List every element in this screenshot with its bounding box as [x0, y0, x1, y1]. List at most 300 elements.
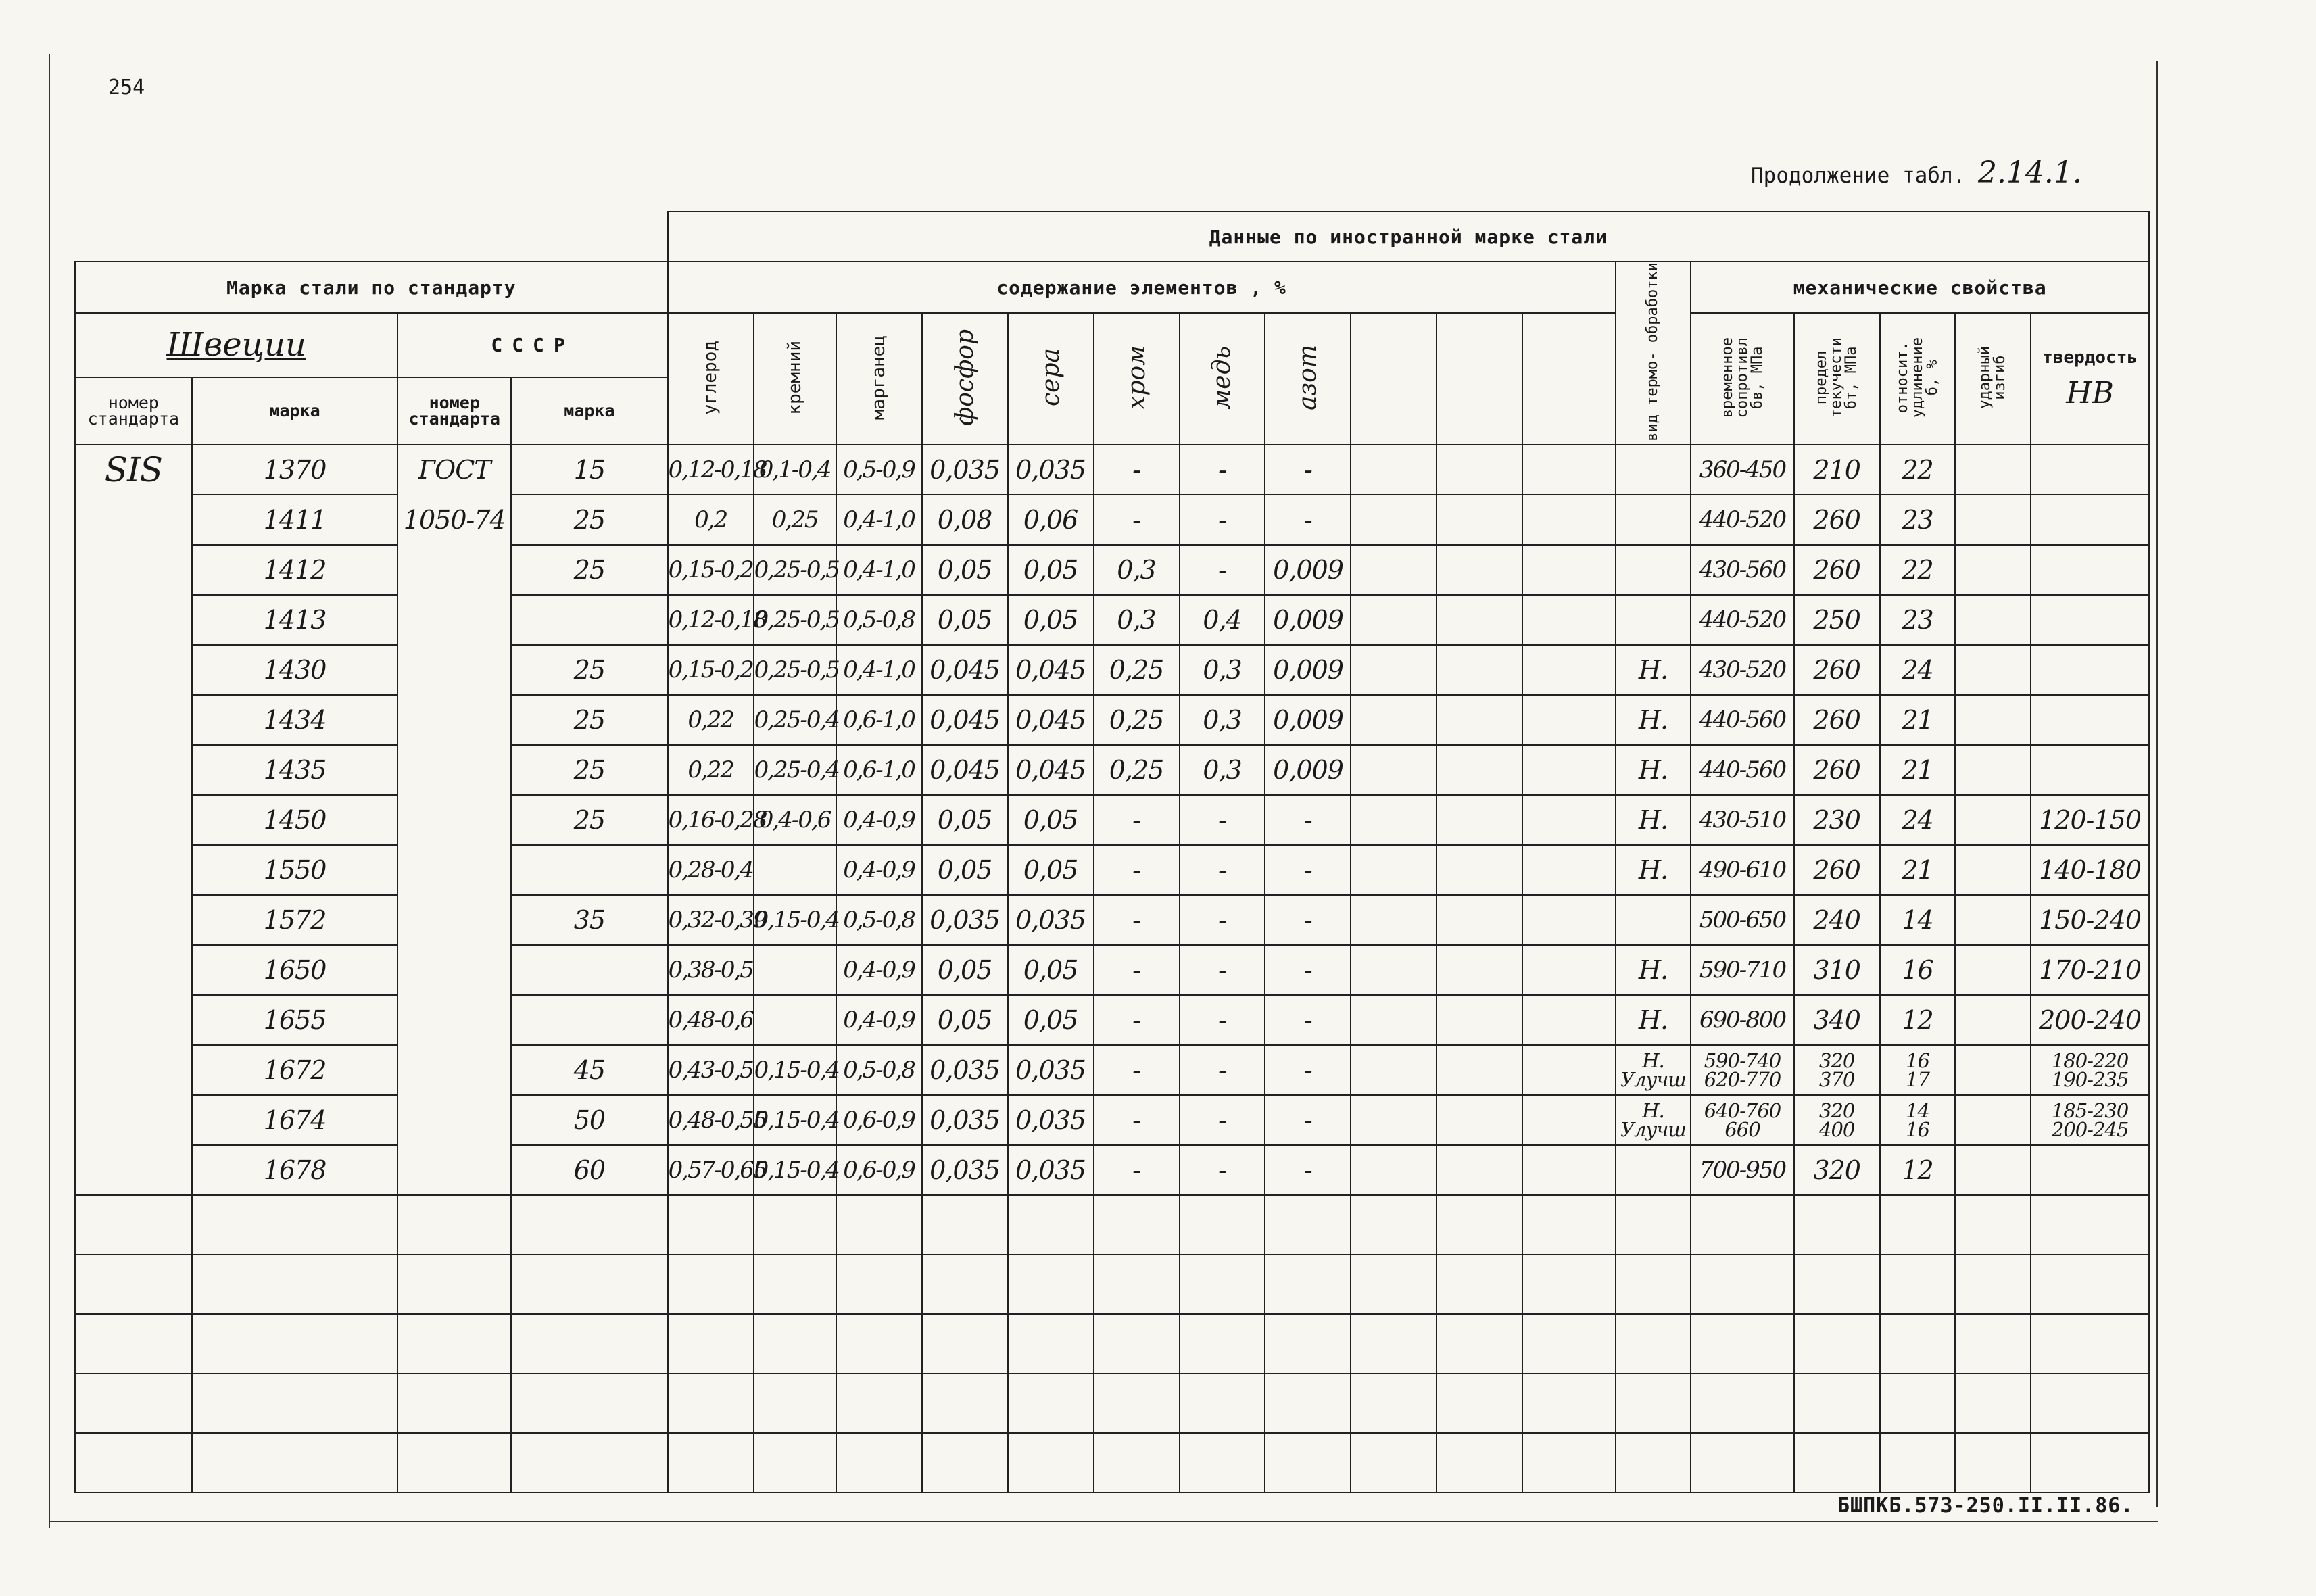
silicon-cell: 0,4-0,6 [754, 795, 836, 845]
manganese-cell: 0,4-0,9 [836, 795, 922, 845]
impact-bend-cell [1955, 795, 2031, 845]
manganese-cell: 0,4-1,0 [836, 645, 922, 695]
carbon-cell: 0,15-0,2 [668, 645, 754, 695]
yield-strength-cell: 250 [1794, 595, 1880, 645]
hardness-cell [2031, 1045, 2149, 1095]
blank-cell [1008, 1433, 1094, 1493]
elongation-cell: 21 [1880, 845, 1956, 895]
blank-cell [1616, 1314, 1691, 1374]
tensile-strength-cell: 430-520 [1691, 645, 1793, 695]
ussr-std-number-cell [397, 795, 511, 845]
blank-cell [511, 1433, 668, 1493]
tensile-strength-cell [1691, 1045, 1793, 1095]
grade-cell: 1411 [192, 495, 398, 545]
carbon-cell: 0,38-0,5 [668, 945, 754, 995]
yield-strength-cell: 230 [1794, 795, 1880, 845]
hardness-cell [2031, 645, 2149, 695]
carbon-cell: 0,12-0,18 [668, 595, 754, 645]
phosphorus-cell: 0,05 [922, 545, 1008, 595]
yield-strength-cell: 260 [1794, 745, 1880, 795]
blank-cell [1616, 1374, 1691, 1433]
blank-cell [668, 1255, 754, 1314]
grade-cell: 1434 [192, 695, 398, 745]
blank-cell [1880, 1255, 1956, 1314]
std-number-cell [75, 695, 192, 745]
copper-cell: - [1180, 895, 1265, 945]
carbon-cell: 0,22 [668, 695, 754, 745]
element-10-cell [1437, 445, 1522, 495]
element-9-cell [1351, 1145, 1437, 1195]
heat-treatment-cell [1616, 495, 1691, 545]
yield-strength-cell: 210 [1794, 445, 1880, 495]
blank-cell [1794, 1314, 1880, 1374]
yield-strength-cell: 260 [1794, 495, 1880, 545]
bottom-margin-line [49, 1521, 2158, 1522]
yield-strength-value-2: 400 [1819, 1117, 1855, 1141]
heat-treatment-cell [1616, 1045, 1691, 1095]
blank-cell [668, 1374, 754, 1433]
blank-cell [192, 1433, 398, 1493]
std-number-cell [75, 645, 192, 695]
grade-cell: 1435 [192, 745, 398, 795]
tensile-strength-cell: 440-520 [1691, 595, 1793, 645]
heat-treatment-value-2: Улучш [1620, 1067, 1686, 1091]
manganese-cell: 0,6-0,9 [836, 1095, 922, 1145]
copper-cell: 0,4 [1180, 595, 1265, 645]
phosphorus-cell: 0,035 [922, 445, 1008, 495]
manganese-cell: 0,6-1,0 [836, 695, 922, 745]
std-number-cell [75, 595, 192, 645]
heat-treatment-value: Н. [1642, 1048, 1664, 1072]
blank-cell [1522, 1195, 1615, 1255]
element-11-cell [1522, 695, 1615, 745]
blank-cell [397, 1314, 511, 1374]
hardness-cell [2031, 545, 2149, 595]
blank-cell [1691, 1374, 1793, 1433]
carbon-cell: 0,22 [668, 745, 754, 795]
mechanical-properties-header: механические свойства [1691, 262, 2149, 313]
blank-cell [1616, 1255, 1691, 1314]
blank-cell [397, 1433, 511, 1493]
blank-cell [397, 1374, 511, 1433]
ussr-std-number-cell [397, 1145, 511, 1195]
std-number-header: номер стандарта [75, 377, 192, 445]
carbon-cell: 0,15-0,2 [668, 545, 754, 595]
element-11-cell [1522, 1095, 1615, 1145]
sulfur-cell: 0,05 [1008, 795, 1094, 845]
blank-cell [754, 1255, 836, 1314]
chromium-cell: - [1094, 1045, 1180, 1095]
blank-cell [1265, 1374, 1351, 1433]
element-9-cell [1351, 895, 1437, 945]
hardness-header: твердость НВ [2031, 313, 2149, 445]
sulfur-cell: 0,035 [1008, 1095, 1094, 1145]
yield-strength-cell: 320 [1794, 1145, 1880, 1195]
element-10-cell [1437, 845, 1522, 895]
silicon-cell [754, 945, 836, 995]
nitrogen-cell: - [1265, 995, 1351, 1045]
element-col-9-header [1351, 313, 1437, 445]
blank-cell [1437, 1195, 1522, 1255]
table-row [75, 1145, 2149, 1195]
std-number-cell [75, 795, 192, 845]
ussr-grade-cell: 45 [511, 1045, 668, 1095]
nitrogen-cell: - [1265, 1095, 1351, 1145]
blank-cell [1794, 1374, 1880, 1433]
element-col-11-header [1522, 313, 1615, 445]
impact-bend-header: ударный изгиб [1955, 313, 2031, 445]
yield-strength-cell: 260 [1794, 695, 1880, 745]
grade-cell: 1674 [192, 1095, 398, 1145]
blank-cell [836, 1255, 922, 1314]
impact-bend-cell [1955, 495, 2031, 545]
blank-cell [75, 1433, 192, 1493]
sulfur-header: сера [1008, 313, 1094, 445]
element-9-cell [1351, 995, 1437, 1045]
ussr-grade-cell: 50 [511, 1095, 668, 1145]
blank-cell [1691, 1195, 1793, 1255]
continuation-label [1751, 155, 2082, 190]
ussr-std-number-cell [397, 945, 511, 995]
ussr-grade-cell: 35 [511, 895, 668, 945]
sulfur-cell: 0,05 [1008, 945, 1094, 995]
blank-cell [2031, 1255, 2149, 1314]
blank-cell [1351, 1374, 1437, 1433]
phosphorus-cell: 0,05 [922, 595, 1008, 645]
element-10-cell [1437, 695, 1522, 745]
grade-cell: 1412 [192, 545, 398, 595]
nitrogen-cell: - [1265, 1045, 1351, 1095]
elongation-cell: 22 [1880, 545, 1956, 595]
blank-cell [1351, 1255, 1437, 1314]
blank-cell [75, 1195, 192, 1255]
elongation-value-2: 17 [1906, 1067, 1929, 1091]
element-11-cell [1522, 995, 1615, 1045]
grade-cell: 1370 [192, 445, 398, 495]
left-margin-line [49, 54, 50, 1528]
blank-cell [1955, 1314, 2031, 1374]
table-row [75, 995, 2149, 1045]
blank-cell [1180, 1255, 1265, 1314]
yield-strength-cell: 260 [1794, 545, 1880, 595]
blank-cell [922, 1195, 1008, 1255]
copper-cell: 0,3 [1180, 745, 1265, 795]
element-10-cell [1437, 1145, 1522, 1195]
yield-strength-cell: 260 [1794, 645, 1880, 695]
right-margin-line [2156, 61, 2158, 1507]
ussr-std-number-header: номер стандарта [397, 377, 511, 445]
tensile-strength-cell: 440-560 [1691, 745, 1793, 795]
blank-cell [1794, 1433, 1880, 1493]
copper-cell: - [1180, 995, 1265, 1045]
yield-strength-header: предел текучести бт, МПа [1794, 313, 1880, 445]
blank-cell [1691, 1255, 1793, 1314]
manganese-cell: 0,5-0,8 [836, 895, 922, 945]
phosphorus-cell: 0,05 [922, 945, 1008, 995]
nitrogen-cell: - [1265, 1145, 1351, 1195]
yield-strength-cell [1794, 1095, 1880, 1145]
element-11-cell [1522, 945, 1615, 995]
chromium-cell: - [1094, 945, 1180, 995]
nitrogen-cell: - [1265, 895, 1351, 945]
ussr-grade-cell [511, 995, 668, 1045]
copper-cell: 0,3 [1180, 695, 1265, 745]
elongation-value-2: 16 [1906, 1117, 1929, 1141]
blank-cell [1955, 1255, 2031, 1314]
hardness-cell: 200-240 [2031, 995, 2149, 1045]
blank-cell [1522, 1374, 1615, 1433]
steel-grades-table [74, 211, 2150, 1493]
yield-strength-value: 320 [1819, 1048, 1855, 1072]
ussr-grade-header: марка [511, 377, 668, 445]
tensile-strength-value-2: 660 [1724, 1117, 1760, 1141]
tensile-strength-cell: 430-510 [1691, 795, 1793, 845]
nitrogen-cell: 0,009 [1265, 745, 1351, 795]
copper-cell: - [1180, 495, 1265, 545]
std-number-cell [75, 845, 192, 895]
carbon-cell: 0,16-0,28 [668, 795, 754, 845]
document-code: БШПКБ.573-250.II.II.86. [1837, 1494, 2134, 1518]
element-10-cell [1437, 545, 1522, 595]
table-row [75, 795, 2149, 845]
blank-cell [1094, 1374, 1180, 1433]
std-number-cell [75, 1095, 192, 1145]
ussr-grade-cell: 25 [511, 795, 668, 845]
manganese-cell: 0,5-0,8 [836, 1045, 922, 1095]
blank-cell [1008, 1314, 1094, 1374]
hardness-cell [2031, 1095, 2149, 1145]
blank-cell [397, 1195, 511, 1255]
hardness-cell: 120-150 [2031, 795, 2149, 845]
std-number-cell [75, 545, 192, 595]
phosphorus-cell: 0,035 [922, 1045, 1008, 1095]
impact-bend-cell [1955, 1095, 2031, 1145]
yield-strength-cell: 240 [1794, 895, 1880, 945]
blank-row [75, 1374, 2149, 1433]
yield-strength-cell: 310 [1794, 945, 1880, 995]
sulfur-cell: 0,05 [1008, 545, 1094, 595]
yield-strength-cell [1794, 1045, 1880, 1095]
elongation-cell: 16 [1880, 945, 1956, 995]
elements-content-header: содержание элементов , % [668, 262, 1616, 313]
ussr-grade-cell [511, 595, 668, 645]
element-11-cell [1522, 745, 1615, 795]
blank-row [75, 1255, 2149, 1314]
elongation-cell: 12 [1880, 1145, 1956, 1195]
carbon-cell: 0,28-0,4 [668, 845, 754, 895]
ussr-grade-cell: 25 [511, 645, 668, 695]
phosphorus-cell: 0,05 [922, 845, 1008, 895]
elongation-value: 16 [1906, 1048, 1929, 1072]
elongation-cell: 14 [1880, 895, 1956, 945]
element-11-cell [1522, 1045, 1615, 1095]
ussr-std-number-cell [397, 745, 511, 795]
blank-row [75, 1433, 2149, 1493]
phosphorus-cell: 0,035 [922, 895, 1008, 945]
chromium-cell: 0,25 [1094, 645, 1180, 695]
impact-bend-cell [1955, 1145, 2031, 1195]
blank-cell [1437, 1314, 1522, 1374]
blank-cell [192, 1255, 398, 1314]
impact-bend-cell [1955, 995, 2031, 1045]
blank-cell [668, 1433, 754, 1493]
element-9-cell [1351, 1045, 1437, 1095]
elongation-cell: 23 [1880, 595, 1956, 645]
nitrogen-cell: 0,009 [1265, 545, 1351, 595]
tensile-strength-cell [1691, 1095, 1793, 1145]
manganese-cell: 0,6-0,9 [836, 1145, 922, 1195]
sulfur-cell: 0,035 [1008, 1045, 1094, 1095]
element-10-cell [1437, 1095, 1522, 1145]
blank-cell [2031, 1195, 2149, 1255]
copper-cell: - [1180, 945, 1265, 995]
yield-strength-cell: 260 [1794, 845, 1880, 895]
hardness-value: 180-220 [2051, 1048, 2129, 1072]
element-11-cell [1522, 645, 1615, 695]
std-number-cell [75, 995, 192, 1045]
ussr-std-number-cell: ГОСТ [397, 445, 511, 495]
blank-row [75, 1314, 2149, 1374]
blank-cell [2031, 1374, 2149, 1433]
sulfur-cell: 0,045 [1008, 645, 1094, 695]
silicon-cell [754, 995, 836, 1045]
chromium-cell: - [1094, 845, 1180, 895]
blank-cell [1180, 1433, 1265, 1493]
std-number-cell [75, 1045, 192, 1095]
silicon-cell: 0,25-0,5 [754, 595, 836, 645]
blank-cell [836, 1433, 922, 1493]
element-11-cell [1522, 495, 1615, 545]
blank-cell [1437, 1255, 1522, 1314]
element-11-cell [1522, 895, 1615, 945]
sulfur-cell: 0,035 [1008, 1145, 1094, 1195]
blank-cell [922, 1433, 1008, 1493]
blank-cell [1955, 1195, 2031, 1255]
heat-treatment-cell [1616, 1145, 1691, 1195]
elongation-cell: 12 [1880, 995, 1956, 1045]
hardness-value: 185-230 [2051, 1098, 2129, 1122]
ussr-std-number-cell [397, 995, 511, 1045]
ussr-std-number-cell [397, 1045, 511, 1095]
copper-header: медь [1180, 313, 1265, 445]
grade-cell: 1655 [192, 995, 398, 1045]
continuation-text: Продолжение табл. [1751, 164, 1966, 188]
blank-cell [1616, 1433, 1691, 1493]
blank-cell [1794, 1255, 1880, 1314]
blank-cell [1180, 1195, 1265, 1255]
heat-treatment-value-2: Улучш [1620, 1117, 1686, 1141]
blank-cell [1351, 1433, 1437, 1493]
element-10-cell [1437, 595, 1522, 645]
manganese-cell: 0,4-1,0 [836, 495, 922, 545]
blank-cell [1691, 1433, 1793, 1493]
blank-cell [1437, 1433, 1522, 1493]
table-row [75, 545, 2149, 595]
elongation-cell: 24 [1880, 645, 1956, 695]
elongation-cell [1880, 1045, 1956, 1095]
heat-treatment-cell [1616, 595, 1691, 645]
std-number-cell [75, 495, 192, 545]
nitrogen-cell: - [1265, 795, 1351, 845]
blank-cell [1880, 1374, 1956, 1433]
grade-cell: 1413 [192, 595, 398, 645]
sulfur-cell: 0,035 [1008, 895, 1094, 945]
hardness-cell [2031, 745, 2149, 795]
sulfur-cell: 0,05 [1008, 595, 1094, 645]
std-number-cell: SIS [75, 445, 192, 495]
heat-treatment-cell [1616, 545, 1691, 595]
element-11-cell [1522, 595, 1615, 645]
blank-cell [1008, 1374, 1094, 1433]
element-10-cell [1437, 495, 1522, 545]
nitrogen-cell: 0,009 [1265, 645, 1351, 695]
element-9-cell [1351, 595, 1437, 645]
sulfur-cell: 0,035 [1008, 445, 1094, 495]
heat-treatment-cell [1616, 895, 1691, 945]
silicon-cell: 0,25-0,4 [754, 745, 836, 795]
elongation-value: 14 [1906, 1098, 1929, 1122]
element-9-cell [1351, 1095, 1437, 1145]
std-number-cell [75, 1145, 192, 1195]
table-row [75, 895, 2149, 945]
blank-corner [75, 212, 668, 262]
tensile-strength-cell: 440-520 [1691, 495, 1793, 545]
element-9-cell [1351, 695, 1437, 745]
silicon-cell: 0,15-0,4 [754, 1045, 836, 1095]
ussr-grade-cell: 25 [511, 545, 668, 595]
elongation-cell: 22 [1880, 445, 1956, 495]
blank-cell [1008, 1195, 1094, 1255]
blank-cell [922, 1374, 1008, 1433]
blank-cell [754, 1433, 836, 1493]
ussr-std-number-cell [397, 1095, 511, 1145]
blank-cell [1351, 1195, 1437, 1255]
blank-cell [1351, 1314, 1437, 1374]
element-9-cell [1351, 745, 1437, 795]
heat-treatment-cell: Н. [1616, 645, 1691, 695]
manganese-cell: 0,5-0,9 [836, 445, 922, 495]
blank-cell [1265, 1433, 1351, 1493]
blank-cell [1880, 1195, 1956, 1255]
ussr-grade-cell: 25 [511, 695, 668, 745]
std-number-cell [75, 945, 192, 995]
std-number-cell [75, 895, 192, 945]
tensile-strength-cell: 690-800 [1691, 995, 1793, 1045]
ussr-std-number-cell [397, 595, 511, 645]
element-9-cell [1351, 795, 1437, 845]
blank-cell [1094, 1433, 1180, 1493]
heat-treatment-cell [1616, 445, 1691, 495]
blank-cell [192, 1314, 398, 1374]
foreign-data-header: Данные по иностранной марке стали [668, 212, 2149, 262]
grade-header: марка [192, 377, 398, 445]
impact-bend-cell [1955, 595, 2031, 645]
heat-treatment-cell: Н. [1616, 995, 1691, 1045]
element-9-cell [1351, 645, 1437, 695]
element-11-cell [1522, 445, 1615, 495]
element-11-cell [1522, 795, 1615, 845]
tensile-strength-value-2: 620-770 [1704, 1067, 1781, 1091]
tensile-strength-cell: 500-650 [1691, 895, 1793, 945]
elongation-header: относит. удлинение б, % [1880, 313, 1956, 445]
elongation-cell [1880, 1095, 1956, 1145]
silicon-cell: 0,25-0,4 [754, 695, 836, 745]
blank-cell [1955, 1374, 2031, 1433]
copper-cell: - [1180, 1045, 1265, 1095]
blank-cell [192, 1374, 398, 1433]
blank-cell [75, 1374, 192, 1433]
tensile-strength-cell: 430-560 [1691, 545, 1793, 595]
